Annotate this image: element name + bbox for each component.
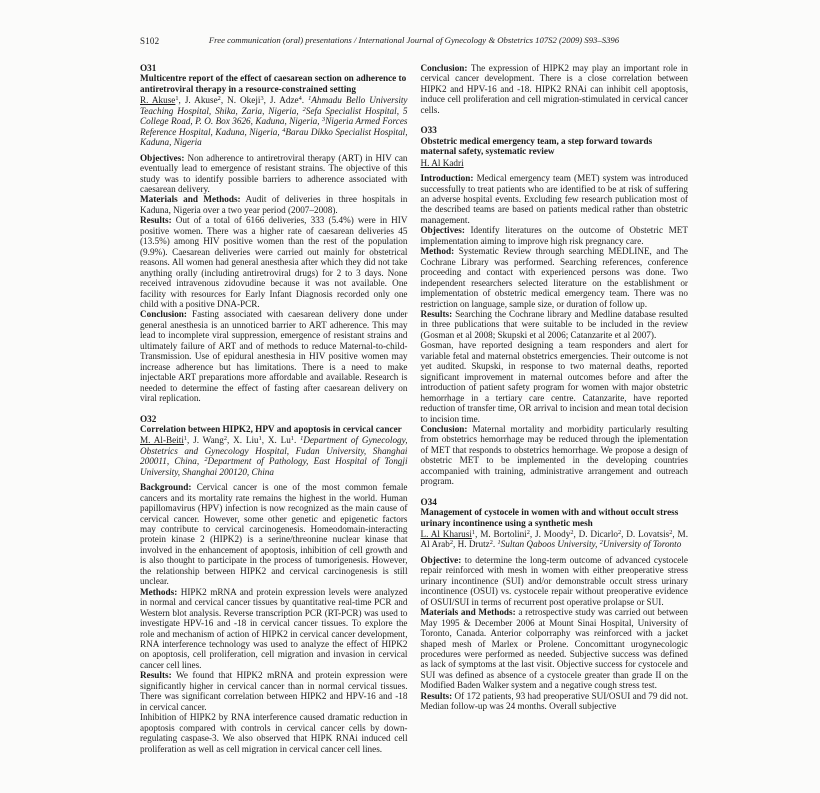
abstract-section bbox=[421, 424, 689, 487]
page-number: S102 bbox=[140, 36, 160, 46]
author-text: , J. Adze bbox=[263, 95, 299, 106]
section-text: The expression of HIPK2 may play an important role in cervical cancer development. There is a close correlation between HIPK2 and HPV-16 and -18. HIPK2 RNAi can inhibit cell apoptosis, induce cell proliferation and cell migration-stimulated in cervical cancer cells. bbox=[420, 63, 688, 115]
author-superscript: 2 bbox=[526, 529, 530, 537]
author-text: , X. Lu bbox=[261, 435, 291, 446]
author-superscript: 2 bbox=[302, 105, 306, 113]
section-text: Medical emergency team (MET) system was introduced successfully to treat patients who are identified to be at risk of suffering an adverse hospital events. Excluding few research publication most of the described teams are based on patients medical rather than obstetric management. bbox=[420, 173, 688, 225]
section-label: Introduction: bbox=[420, 173, 474, 184]
author-text: , N. Okeji bbox=[220, 95, 261, 106]
section-label: Objective: bbox=[420, 554, 462, 565]
author-text: , D. Lovatsis bbox=[621, 529, 670, 540]
author-text: . bbox=[301, 95, 309, 106]
presenting-author: M. Al-Beiti bbox=[140, 435, 184, 446]
author-superscript: 1 bbox=[497, 539, 501, 547]
author-superscript: 2 bbox=[669, 529, 673, 537]
author-text: , J. Wang bbox=[187, 435, 224, 446]
section-text: to determine the long-term outcome of advanced cystocele repair reinforced with mesh in women with either preoperative stress urinary incontinence (SUI) and/or demonstrable occult stress urinary incontinence (OSUI) vs. cystocele repair without preoperative evidence of OSUI/SUI in terms of recurrent post operative prolapse or SUI. bbox=[420, 554, 688, 607]
author-text: , M. Bortolini bbox=[475, 529, 527, 540]
author-superscript: 1 bbox=[258, 435, 262, 443]
author-superscript: 2 bbox=[617, 529, 622, 537]
author-superscript: 4 bbox=[298, 95, 302, 103]
abstract-o31 bbox=[140, 63, 408, 404]
abstract-section bbox=[140, 194, 408, 215]
author-superscript: 2 bbox=[223, 435, 227, 443]
abstract-title: Multicentre report of the effect of caesarean section on adherence to antiretroviral therapy in a resource-constrained setting bbox=[140, 73, 407, 94]
affiliation-text: Department of Gynecology, Obstetrics and Gynecology Hospital, Fudan University, Shanghai 200011, China, bbox=[140, 435, 408, 467]
author-superscript: 1 bbox=[175, 95, 179, 103]
author-superscript: 2 bbox=[570, 529, 574, 537]
section-text: We found that HIPK2 mRNA and protein expression were significantly higher in cervical cancer than in normal cervical tissues. There was significant correlation between HIPK2 and HPV-16 and -18 in cervical cancer. bbox=[140, 670, 408, 712]
author-text: , X. Liu bbox=[227, 435, 259, 446]
author-superscript: 2 bbox=[599, 539, 603, 547]
section-text: Identify literatures on the outcome of Obstetric MET implementation aiming to improve high risk pregnancy care. bbox=[420, 225, 689, 246]
author-superscript: 1 bbox=[471, 529, 476, 537]
section-label: Methods: bbox=[140, 586, 178, 597]
abstract-authors bbox=[421, 529, 689, 550]
section-label: Background: bbox=[140, 482, 192, 493]
section-label: Results: bbox=[420, 690, 453, 701]
abstract-section bbox=[421, 691, 689, 712]
section-text: Inhibition of HIPK2 by RNA interference caused dramatic reduction in apoptosis compared with controls in cervical cancer cells by down-regulating caspase-3. We also observed that HIPK RNAi induced cell proliferation as well as cell migration in cervical cancer cell lines. bbox=[140, 712, 408, 754]
author-superscript: 3 bbox=[260, 95, 264, 103]
section-text: Cervical cancer is one of the most common female cancers and its mortality rate remains the highest in the world. Human papillomavirus (HPV) infection is now recognized as the main cause of cervical cancer. However, some other genetic and epigenetic factors may contribute to cervical carcinogenesis. Homeodomain-interacting protein kinase 2 (HIPK2) is a serine/threonine nuclear kinase that involved in the enhancement of apoptosis, inhibition of cell growth and is also thought to participate in the process of tumorigenesis. However, the relationship between HIPK2 and cervical carcinogenesis is still unclear. bbox=[140, 482, 408, 587]
abstract-section bbox=[421, 225, 689, 246]
author-text: . bbox=[293, 435, 301, 446]
author-text: . bbox=[492, 539, 498, 550]
section-text: Out of a total of 6166 deliveries, 333 (5.4%) were in HIV positive women. There was a higher rate of caesarean deliveries 45 (13.5%) among HIV positive women than the rest of the population (9.9%). Caesarean deliveries were carried out mainly for obstetrical reasons. All women had general anesthesia after which they did not take anything orally (including antiretroviral drugs) for 2 to 3 days. None received intravenous zidovudine because it was not available. One facility with resources for Early Infant Diagnosis recorded only one child with a positive DNA-PCR. bbox=[140, 215, 408, 309]
affiliation-text: Sultan Qaboos University, bbox=[500, 539, 600, 550]
section-label: Objectives: bbox=[420, 225, 465, 236]
abstract-section bbox=[140, 670, 408, 712]
section-label: Conclusion: bbox=[420, 423, 468, 434]
author-superscript: 1 bbox=[308, 95, 312, 103]
abstract-authors bbox=[140, 435, 408, 477]
section-label: Conclusion: bbox=[420, 63, 468, 73]
author-superscript: 2 bbox=[217, 95, 221, 103]
section-label: Conclusion: bbox=[140, 309, 187, 320]
abstract-o33 bbox=[421, 125, 689, 486]
section-text: Maternal mortality and morbidity particularly resulting from obstetrics hemorrhage may be reduced through the iplementation of MET that responds to obstetrics hemorrhage. We propose a design of obstetric MET to be implemented in the developing countries accompanied with training, administrative arrangement and outreach program. bbox=[420, 423, 689, 487]
author-superscript: 2 bbox=[489, 539, 493, 547]
author-text: , J. Moody bbox=[529, 529, 571, 540]
abstract-authors bbox=[421, 158, 689, 168]
abstract-title: Management of cystocele in women with and without occult stress urinary incontinence using a synthetic mesh bbox=[420, 507, 679, 528]
author-superscript: 3 bbox=[321, 116, 326, 124]
author-text: , J. Akuse bbox=[178, 95, 218, 106]
abstract-section bbox=[421, 63, 689, 115]
affiliation-text: Nigeria Armed Forces Reference Hospital, Kaduna, Nigeria, bbox=[140, 116, 408, 137]
section-label: Objectives: bbox=[140, 152, 185, 163]
section-text: a retrospective study was carried out between May 1995 & December 2006 at Mount Sinai Hospital, University of Toronto, Canada. Anterior colporraphy was reinforced with a jacket shaped mesh of Marlex or Prolene. Concomittant urogynecologic procedures were performed as needed. Subjective success was defined as lack of symptoms at the last visit. Objective success for cystocele and SUI was defined as absence of a cystocele greater than grade II on the Modified Baden Walker system and a negative cough stress test. bbox=[420, 607, 689, 691]
presenting-author: L. Al Kharusi bbox=[420, 529, 472, 540]
abstract-section bbox=[421, 173, 689, 225]
abstract-title: Obstetric medical emergency team, a step forward towards maternal safety, systematic review bbox=[420, 135, 653, 157]
section-label: Method: bbox=[420, 246, 455, 257]
author-text: , M. Al Arab bbox=[420, 529, 688, 550]
abstract-section bbox=[140, 153, 408, 195]
section-label: Results: bbox=[140, 670, 172, 681]
abstract-section bbox=[140, 482, 408, 587]
author-superscript: 1 bbox=[300, 435, 304, 443]
section-text: Of 172 patients, 93 had preoperative SUI/OSUI and 79 did not. Median follow-up was 24 months. Overall subjective bbox=[420, 690, 688, 712]
abstract-section bbox=[421, 246, 689, 309]
section-text: Audit of deliveries in three hospitals in Kaduna, Nigeria over a two year period (2007–2008). bbox=[140, 194, 408, 215]
author-superscript: 2 bbox=[449, 539, 453, 547]
section-text: Fasting associated with caesarean delivery done under general anesthesia is an unnoticed barrier to ART adherence. This may lead to incomplete viral suppression, emergence of resistant strains and ultimately failure of ART and of methods to reduce Maternal-to-child-Transmission. Use of epidural anesthesia in HIV positive women may increase adherence but has limitations. There is a need to make injectable ART preparations more affordable and available. Research is needed to determine the effect of fasting after caesarean delivery on viral replication. bbox=[140, 309, 408, 404]
section-label: Materials and Methods: bbox=[420, 607, 516, 618]
abstract-section bbox=[421, 607, 689, 691]
author-superscript: 1 bbox=[183, 435, 188, 443]
abstract-section bbox=[421, 340, 689, 424]
abstract-authors bbox=[140, 95, 408, 147]
section-label: Results: bbox=[420, 308, 453, 319]
section-text: Searching the Cochrane library and Medline database resulted in three publications that were suitable to be included in the review (Gosman et al 2008; Skupski et al 2006; Catanzarite et al 2007). bbox=[420, 308, 688, 340]
section-label: Materials and Methods: bbox=[140, 194, 241, 205]
section-text: Gosman, have reported designing a team responders and alert for variable fetal and maternal obstetrics emergencies. Their outcome is not yet audited. Skupski, in response to two maternal deaths, reported significant improvement in maternal outcomes before and after the introduction of patient safety program for women with major obstetric hemorrhage in a tertiary care centre. Catanzarite, have reported reduction of transfer time, OR arrival to incision and mean total decision to incision time. bbox=[420, 340, 688, 424]
abstract-flow bbox=[140, 63, 688, 765]
author-superscript: 4 bbox=[282, 126, 286, 134]
presenting-author: H. Al Kadri bbox=[420, 157, 464, 168]
affiliation-text: Ahmadu Bello University Teaching Hospital, Shika, Zaria, Nigeria, bbox=[140, 95, 408, 116]
abstract-title: Correlation between HIPK2, HPV and apoptosis in cervical cancer bbox=[140, 423, 402, 434]
abstract-section bbox=[421, 309, 689, 340]
affiliation-text: University of Toronto bbox=[602, 539, 682, 550]
abstract-section bbox=[140, 587, 408, 671]
abstract-number: O34 bbox=[420, 496, 437, 507]
section-text: Non adherence to antiretroviral therapy (ART) in HIV can eventually lead to emergence of resistant strains. The objective of this study was to identify possible barriers to adherence associated with caesarean delivery. bbox=[140, 152, 408, 194]
abstract-section bbox=[421, 555, 689, 607]
affiliation-text: Department of Pathology, East Hospital of Tongji University, Shanghai 200120, China bbox=[140, 456, 408, 477]
author-text: , D. Dicarlo bbox=[573, 529, 618, 540]
abstract-section bbox=[140, 215, 408, 309]
section-text: HIPK2 mRNA and protein expression levels were analyzed in normal and cervical cancer tissues by quantitative real-time PCR and Western blot analysis. Reverse transcription PCR (RT-PCR) was used to investigate HPV-16 and -18 in cervical cancer tissues. To explore the role and mechanism of action of HIPK2 in cervical cancer development, RNA interference technology was used to analyze the effect of HIPK2 on apoptosis, cell proliferation, cell migration and invasion in cervical cancer cell lines. bbox=[140, 586, 408, 670]
page-header bbox=[140, 35, 688, 49]
section-label: Results: bbox=[140, 215, 172, 226]
presenting-author: R. Akuse bbox=[140, 95, 176, 106]
author-text: , H. Drutz bbox=[453, 539, 490, 550]
author-superscript: 1 bbox=[290, 435, 294, 443]
section-text: Systematic Review through searching MEDLINE, and The Cochrane Library was performed. Searching references, conference proceeding and contact with experienced persons was done. Two independent researchers selected literature on the establishment or implementation of obstetric medical emergency team. There was no restriction on language, sample size, or duration of follow up. bbox=[420, 246, 688, 309]
abstract-section bbox=[140, 712, 408, 754]
author-superscript: 2 bbox=[204, 456, 208, 464]
abstract-number: O32 bbox=[140, 413, 157, 424]
affiliation-text: Barau Dikko Specialist Hospital, Kaduna, Nigeria bbox=[140, 126, 408, 148]
abstract-number: O33 bbox=[420, 125, 437, 136]
abstract-number: O31 bbox=[140, 63, 157, 73]
abstract-o34 bbox=[421, 497, 689, 712]
abstract-section bbox=[140, 309, 408, 403]
running-head: Free communication (oral) presentations / International Journal of Gynecology & Obstetrics 107S2 (2009) S93–S396 bbox=[208, 35, 620, 45]
affiliation-text: Sefa Specialist Hospital, 5 College Road, P. O. Box 3626, Kaduna, Nigeria, bbox=[140, 105, 408, 127]
